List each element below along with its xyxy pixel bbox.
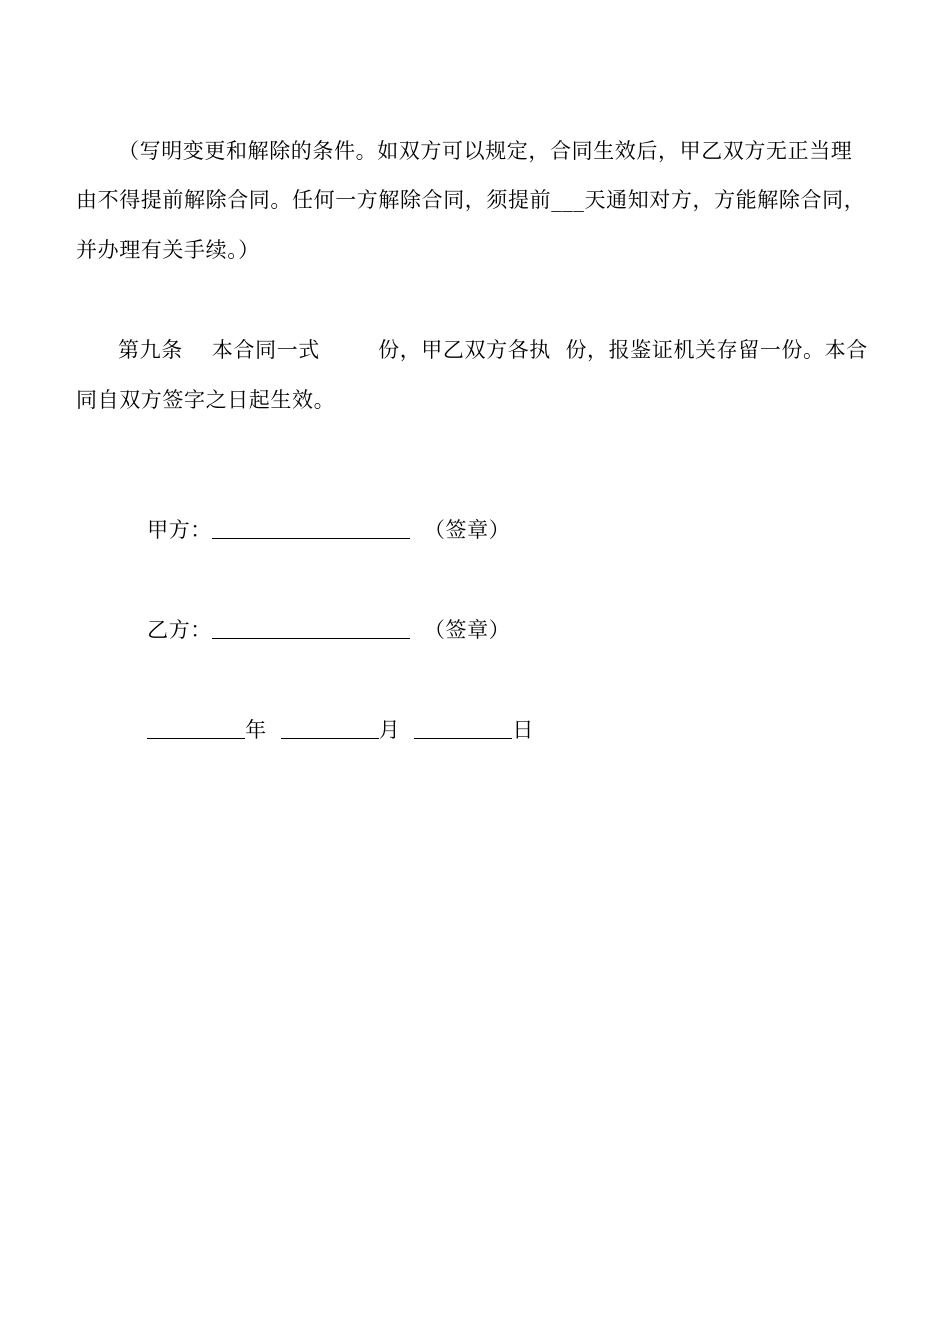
paragraph-8-line-1: （写明变更和解除的条件。如双方可以规定，合同生效后，甲乙双方无正当理 [118, 139, 853, 163]
day-label: 日 [512, 718, 534, 742]
party-a-label: 甲方： [147, 518, 212, 542]
month-blank [281, 720, 379, 739]
paragraph-8-line-2: 由不得提前解除合同。任何一方解除合同，须提前___天通知对方，方能解除合同， [76, 188, 866, 212]
year-blank [147, 720, 245, 739]
party-a-signature-blank [212, 520, 410, 539]
date-line [118, 685, 534, 775]
party-b-signature-blank [212, 620, 410, 639]
party-a-signature-line [118, 485, 510, 575]
party-b-signature-line [118, 585, 510, 675]
party-a-seal: （签章） [423, 518, 511, 542]
party-b-seal: （签章） [423, 618, 511, 642]
paragraph-8-line-3: 并办理有关手续。） [76, 238, 260, 262]
day-blank [414, 720, 512, 739]
year-label: 年 [245, 718, 267, 742]
article-9-line-2: 同自双方签字之日起生效。 [76, 388, 336, 412]
party-b-label: 乙方： [147, 618, 212, 642]
month-label: 月 [378, 718, 401, 742]
article-9-line-1: 第九条 本合同一式 份，甲乙双方各执 份，报鉴证机关存留一份。本合 [118, 338, 868, 362]
